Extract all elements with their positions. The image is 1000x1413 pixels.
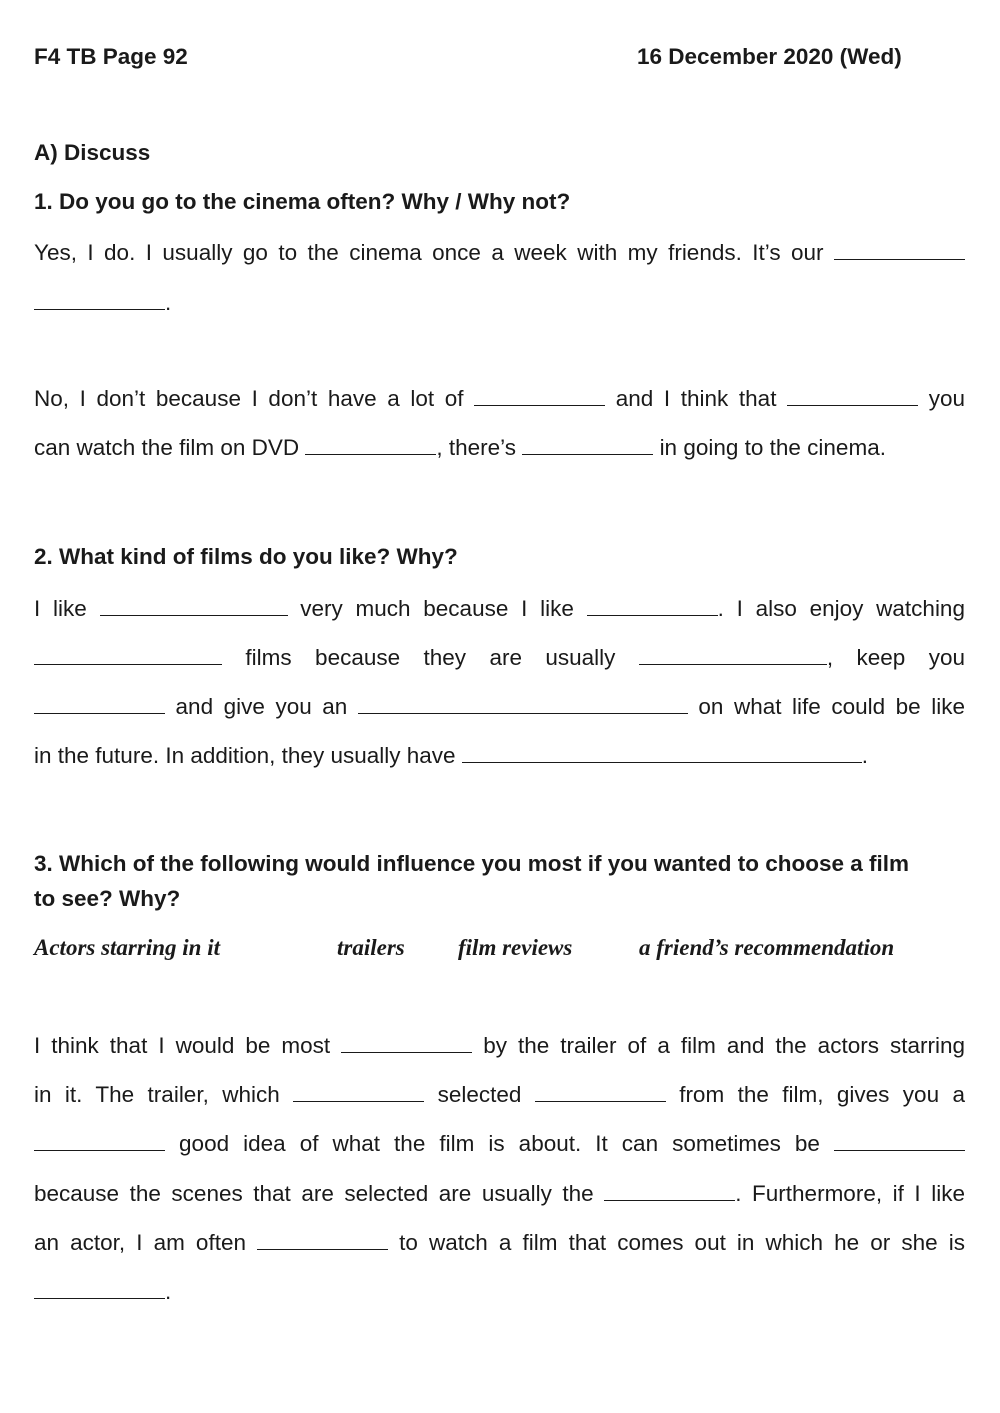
question-1: 1. Do you go to the cinema often? Why / Why not? (34, 189, 571, 214)
q3-line-2 (34, 1081, 965, 1107)
q3-text-h: . Furthermore, if I like (735, 1181, 965, 1206)
section-title: A) Discuss (34, 140, 151, 165)
q1-no-line-2 (34, 434, 965, 460)
q1-no-text-d: can watch the film on DVD (34, 435, 300, 460)
q2-text-a: I like (34, 596, 87, 621)
q2-line-3 (34, 693, 965, 719)
answer-blank[interactable] (358, 693, 688, 714)
q2-text-c: . I also enjoy watching (717, 596, 965, 621)
q3-line-1 (34, 1032, 965, 1058)
answer-blank[interactable] (293, 1081, 424, 1102)
answer-blank[interactable] (834, 1130, 965, 1151)
answer-blank[interactable] (587, 595, 718, 616)
q1-yes-text: Yes, I do. I usually go to the cinema once a week with my friends. It’s our (34, 240, 824, 265)
q1-no-line-1 (34, 385, 965, 411)
answer-blank[interactable] (787, 385, 918, 406)
option-trailers: trailers (337, 935, 405, 960)
q1-no-text-b: and I think that (615, 386, 777, 411)
page-reference: F4 TB Page 92 (34, 44, 188, 69)
answer-blank[interactable] (834, 239, 965, 260)
q1-yes-line-2 (34, 289, 965, 315)
q3-text-a: I think that I would be most (34, 1033, 331, 1058)
q2-line-2 (34, 644, 965, 670)
answer-blank[interactable] (462, 742, 862, 763)
q2-text-f: and give you an (175, 694, 348, 719)
q1-no-text-a: No, I don’t because I don’t have a lot of (34, 386, 464, 411)
answer-blank[interactable] (639, 644, 827, 665)
answer-blank[interactable] (535, 1081, 666, 1102)
q3-text-e: from the film, gives you a (679, 1082, 965, 1107)
date-heading: 16 December 2020 (Wed) (637, 44, 902, 69)
q2-text-b: very much because I like (300, 596, 574, 621)
q3-line-5 (34, 1229, 965, 1255)
question-3-line-2: to see? Why? (34, 886, 181, 911)
option-actors: Actors starring in it (34, 935, 220, 960)
q2-text-i: . (861, 743, 869, 768)
q3-text-b: by the trailer of a film and the actors starring (483, 1033, 965, 1058)
answer-blank[interactable] (34, 289, 165, 310)
q3-text-end: . (165, 1279, 172, 1304)
q1-yes-end: . (165, 290, 172, 315)
answer-blank[interactable] (34, 644, 222, 665)
q3-line-4 (34, 1180, 965, 1206)
q3-text-f: good idea of what the film is about. It can sometimes be (179, 1131, 820, 1156)
q2-text-d: films because they are usually (245, 645, 616, 670)
q2-line-1 (34, 595, 965, 621)
q2-line-4 (34, 742, 965, 768)
q3-text-c: in it. The trailer, which (34, 1082, 280, 1107)
answer-blank[interactable] (34, 1130, 165, 1151)
q3-text-i: an actor, I am often (34, 1230, 246, 1255)
answer-blank[interactable] (34, 693, 165, 714)
q1-no-text-c: you (928, 386, 965, 411)
q1-yes-line-1 (34, 239, 965, 265)
q3-line-3 (34, 1130, 965, 1156)
option-film-reviews: film reviews (458, 935, 573, 960)
option-friend-recommendation: a friend’s recommendation (639, 935, 895, 960)
q3-line-6 (34, 1278, 965, 1304)
q3-text-d: selected (437, 1082, 522, 1107)
question-3-line-1: 3. Which of the following would influence you most if you wanted to choose a film (34, 851, 910, 876)
answer-blank[interactable] (341, 1032, 472, 1053)
answer-blank[interactable] (257, 1229, 388, 1250)
answer-blank[interactable] (474, 385, 605, 406)
q2-text-g: on what life could be like (698, 694, 965, 719)
answer-blank[interactable] (34, 1278, 165, 1299)
answer-blank[interactable] (522, 434, 653, 455)
q1-no-text-f: in going to the cinema. (659, 435, 886, 460)
answer-blank[interactable] (305, 434, 436, 455)
answer-blank[interactable] (604, 1180, 735, 1201)
answer-blank[interactable] (100, 595, 288, 616)
q3-text-j: to watch a film that comes out in which he or she is (399, 1230, 965, 1255)
q1-no-text-e: , there’s (436, 435, 517, 460)
question-2: 2. What kind of films do you like? Why? (34, 544, 458, 569)
q3-text-g: because the scenes that are selected are usually the (34, 1181, 594, 1206)
q2-text-h: in the future. In addition, they usually have (34, 743, 456, 768)
q2-text-e: , keep you (826, 645, 965, 670)
